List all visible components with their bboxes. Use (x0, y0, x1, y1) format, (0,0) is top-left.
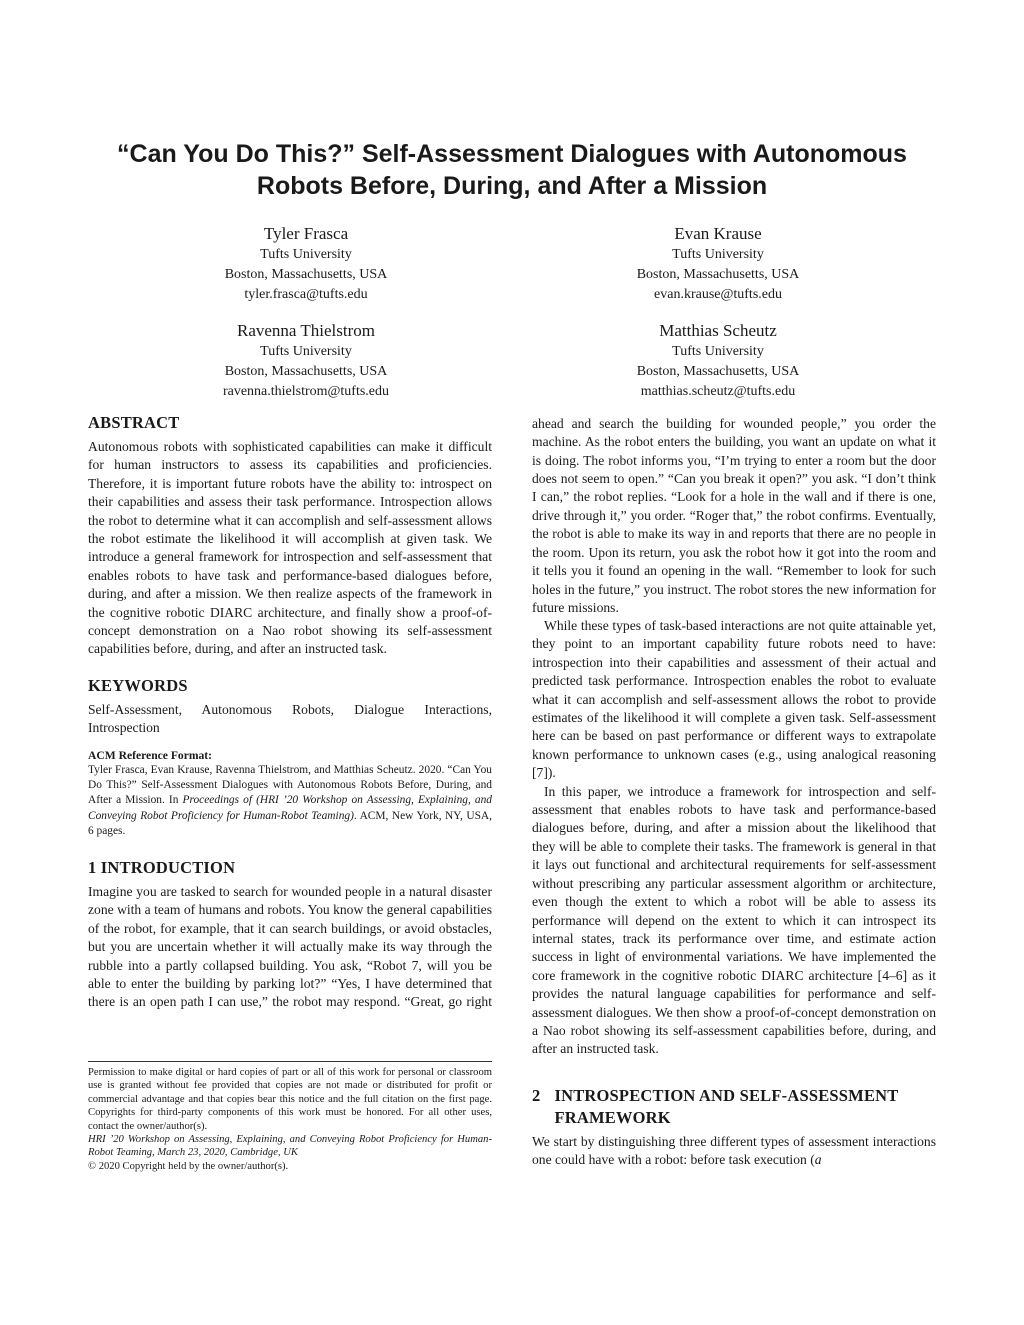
acm-reference-publisher: . ACM, New York, NY, USA, 6 pages. (88, 809, 492, 837)
acm-reference-text: Tyler Frasca, Evan Krause, Ravenna Thielstrom, and Matthias Scheutz. 2020. “Can You Do This?” Self-Assessment Dialogues with Autonomous Robots Before, During, and After a Mission. In (88, 763, 492, 807)
keywords-heading: KEYWORDS (88, 675, 188, 695)
permission-notice: Permission to make digital or hard copies of part or all of this work for personal or classroom use is granted without fee provided that copies are not made or distributed for profit or commercial advantage and that copies bear this notice and the full citation on the first page. Copyrights for third-party components of this work must be honored. For all other uses, contact the owner/author(s). (88, 1067, 492, 1132)
section-2-number: 2 (532, 1085, 541, 1105)
right-column (532, 415, 936, 1170)
title-line-1: “Can You Do This?” Self-Assessment Dialogues with Autonomous (117, 140, 907, 168)
paper-title (40, 138, 984, 202)
author-location: Boston, Massachusetts, USA (224, 364, 388, 379)
author-email: ravenna.thielstrom@tufts.edu (222, 384, 390, 399)
author-block (126, 320, 486, 402)
keywords-text: Self-Assessment, Autonomous Robots, Dialogue Interactions, Introspection (88, 701, 492, 736)
intro-paragraph-1-text: ahead and search the building for wounded people,” you order the machine. As the robot enters the building, you want an update on what it is doing. The robot informs you, “I’m trying to enter a room but the door does not seem to open.” “Can you break it open?” you ask. “I don’t think I can,” the robot replies. “Look for a hole in the wall and if there is one, drive through it,” you order. “Roger that,” the robot confirms. Eventually, the robot is able to make its way in and reports that there are no people in the room. Upon its return, you ask the robot how it got into the room and it tells you it found an opening in the wall. “Remember to look for such holes in the future,” you instruct. The robot stores the new information for future missions. (532, 415, 936, 615)
title-line-2: Robots Before, During, and After a Mission (256, 172, 768, 200)
author-affiliation: Tufts University (260, 344, 352, 359)
section-2-text: We start by distinguishing three different types of assessment interactions one could have with a robot: before task execution ( (532, 1133, 936, 1168)
author-name: Ravenna Thielstrom (236, 321, 376, 340)
author-location: Boston, Massachusetts, USA (636, 364, 800, 379)
abstract-heading: ABSTRACT (88, 413, 180, 432)
author-email: evan.krause@tufts.edu (654, 287, 782, 302)
section-2-heading (532, 1085, 936, 1129)
abstract-text: Autonomous robots with sophisticated capabilities can make it difficult for human instructors to assess its capabilities and proficiencies. Therefore, it is important future robots have the ability to: introspect on their capabilities and assess their task performance. Introspection allows the robot to determine what it can accomplish and self-assessment allows the robot estimate the likelihood it will accomplish at given task. We introduce a general framework for introspection and self-assessment that enables robots to have task and performance-based dialogues before, during, and after a mission. We then realize aspects of the framework in the cognitive robotic DIARC architecture, and finally show a proof-of-concept demonstration on a Nao robot showing its self-assessment capabilities before, during, and after an instructed task. (88, 439, 492, 657)
section-2-paragraph-1 (532, 1133, 936, 1170)
acm-reference-heading: ACM Reference Format: (88, 748, 213, 762)
author-block (126, 223, 486, 305)
author-name: Matthias Scheutz (659, 321, 777, 340)
author-affiliation: Tufts University (672, 247, 764, 262)
intro-paragraph-2: While these types of task-based interactions are not quite attainable yet, they point to an important capability future robots need to have: introspection into their capabilities and assessment of their actual and predicted task performance. Introspection enables the robot to evaluate what it can accomplish and self-assessment allows the robot to provide estimates of the likelihood it will complete a given task. Self-assessment here can be based on past performance or different ways to extrapolate known performance to unknown cases (e.g., using analogical reasoning [7]). (532, 618, 936, 781)
introduction-heading: 1 INTRODUCTION (88, 857, 236, 877)
left-column (88, 412, 492, 1012)
section-2-italic-text: a (814, 1152, 822, 1168)
author-block (538, 320, 898, 402)
author-affiliation: Tufts University (260, 247, 352, 262)
venue-notice: HRI ’20 Workshop on Assessing, Explaining, and Conveying Robot Proficiency for Human-Robot Teaming, March 23, 2020, Cambridge, UK (88, 1134, 492, 1159)
author-location: Boston, Massachusetts, USA (636, 267, 800, 282)
intro-paragraph-3: In this paper, we introduce a framework for introspection and self-assessment that enables robots to have task and performance-based dialogues before, during, and after a mission about the likelihood that they will be able to complete their tasks. The framework is general in that it lays out functional and architectural requirements for self-assessment without prescribing any particular assessment algorithm or architecture, even though the extent to which a robot will be able to assess its performance will depend on the extent to which it can introspect its internal states, track its performance over time, and estimate action success in light of environmental variations. We have implemented the core framework in the cognitive robotic DIARC architecture [4–6] as it provides the natural language capabilities for performance and self-assessment dialogues. We then show a proof-of-concept demonstration on a Nao robot showing its self-assessment capabilities before, during, and after an instructed task. (532, 783, 936, 1057)
author-location: Boston, Massachusetts, USA (224, 267, 388, 282)
author-block (538, 223, 898, 305)
author-affiliation: Tufts University (672, 344, 764, 359)
author-email: tyler.frasca@tufts.edu (244, 287, 368, 302)
copyright-footnote (88, 1061, 492, 1173)
intro-paragraph-1 (88, 883, 492, 1012)
author-name: Evan Krause (674, 224, 762, 243)
copyright-notice: © 2020 Copyright held by the owner/author(s). (88, 1160, 289, 1172)
intro-paragraph-1-text: Imagine you are tasked to search for wounded people in a natural disaster zone with a team of humans and robots. You know the general capabilities of the robot, for example, that it can search buildings, or avoid obstacles, but you are uncertain whether it will actually make its way through the rubble into a partly collapsed building. You ask, “Robot 7, will you be able to enter the building by parking lot?” “Yes, I have determined that there is an open path I can use,” the robot may respond. “Great, go right (88, 883, 492, 1010)
intro-paragraph-1-continued (532, 415, 936, 617)
acm-reference (88, 748, 492, 839)
author-email: matthias.scheutz@tufts.edu (640, 384, 796, 399)
acm-reference-proceedings: Proceedings of (HRI ’20 Workshop on Assessing, Explaining, and Conveying Robot Proficiency for Human-Robot Teaming) (88, 794, 492, 822)
author-name: Tyler Frasca (263, 224, 349, 243)
section-2-title: INTROSPECTION AND SELF-ASSESSMENT FRAMEWORK (554, 1085, 899, 1127)
